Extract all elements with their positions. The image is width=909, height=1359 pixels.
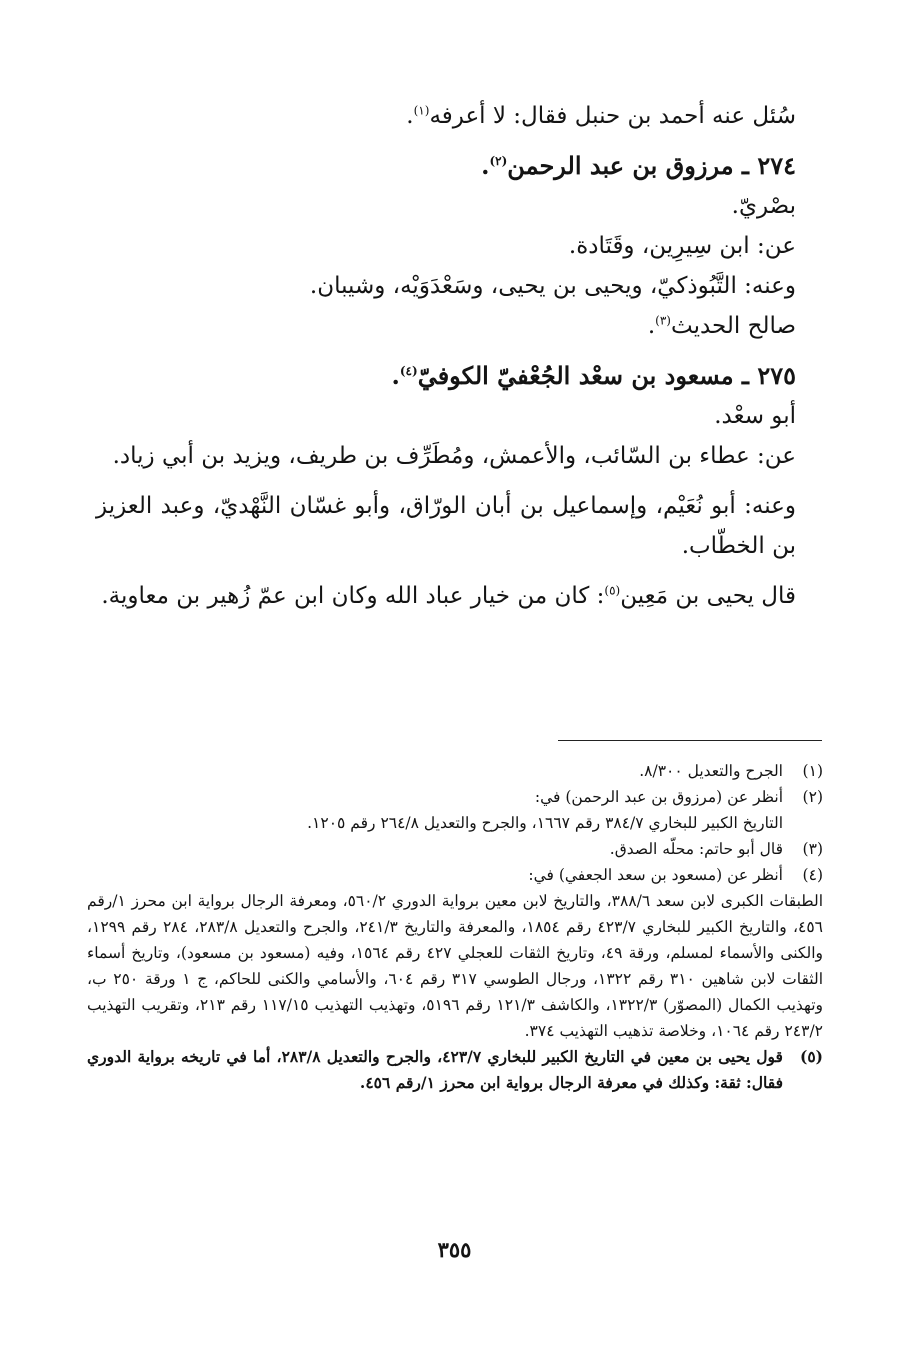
footnote-ref: (٥) xyxy=(604,583,621,598)
text-line: أبو سعْد. xyxy=(714,403,796,429)
text-line: عن: ابن سِيرِين، وقَتَادة. xyxy=(568,233,796,259)
footnote-ref: (٢) xyxy=(489,154,508,168)
footnote-number: (٣) xyxy=(802,840,823,858)
footnote-text: قول يحيى بن معين في التاريخ الكبير للبخاري ٤٢٣/٧، والجرح والتعديل ٢٨٣/٨، أما في تاريخه برواية الدوري فقال: ثقة: وكذلك في معرفة الرجال برواية ابن محرز ١/رقم ٤٥٦. xyxy=(87,1047,783,1092)
footnote-text: أنظر عن (مسعود بن سعد الجعفي) في: xyxy=(528,866,783,884)
footnote-separator xyxy=(558,740,822,741)
footnote-continuation xyxy=(87,888,823,1044)
footnote-ref: (٣) xyxy=(655,313,671,328)
footnote xyxy=(87,758,823,784)
footnote-number: (٤) xyxy=(802,866,823,884)
footnote xyxy=(87,1044,823,1096)
footnote-text: الجرح والتعديل ٨/٣٠٠. xyxy=(639,762,783,780)
text-line: صالح الحديث$^{(٣)}$. xyxy=(647,313,796,339)
footnote-text: التاريخ الكبير للبخاري ٣٨٤/٧ رقم ١٦٦٧، والجرح والتعديل ٢٦٤/٨ رقم ١٢٠٥. xyxy=(307,814,783,832)
entry-heading: ٢٧٤ ـ مرزوق بن عبد الرحمن$^{(٢)}$. xyxy=(481,151,796,180)
footnote-ref: (٤) xyxy=(399,364,418,378)
text-line: بصْريّ. xyxy=(731,193,796,219)
footnote-ref: (١) xyxy=(413,103,430,118)
footnotes xyxy=(87,758,823,1096)
text-paragraph: عن: عطاء بن السّائب، والأعمش، ومُطَرِّف بن طريف، ويزيد بن أبي زياد. xyxy=(112,443,796,469)
footnote-number: (٥) xyxy=(799,1047,823,1066)
footnote-text: أنظر عن (مرزوق بن عبد الرحمن) في: xyxy=(534,788,783,806)
text-paragraph: وعنه: أبو نُعَيْم، وإسماعيل بن أبان الورّاق، وأبو غسّان النَّهْديّ، وعبد العزيز بن الخطّاب. xyxy=(96,493,796,559)
footnote xyxy=(87,784,823,836)
footnote-number: (١) xyxy=(802,762,823,780)
footnote-text: الطبقات الكبرى لابن سعد ٣٨٨/٦، والتاريخ لابن معين برواية الدوري ٥٦٠/٢، ومعرفة الرجال برواية ابن محرز ١/رقم ٤٥٦، والتاريخ الكبير للبخاري ٤٢٣/٧ رقم ١٨٥٤، والمعرفة والتاريخ ٢٤١/٣، والجرح والتعديل ٢٨٣/٨، ٢٨٤ رقم ١٢٩٩، والكنى والأسماء لمسلم، ورقة ٤٩، وتاريخ الثقات للعجلي ٤٢٧ رقم ١٥٦٤، وفيه (مسعود بن مسعود)، وتاريخ أسماء الثقات لابن شاهين ٣١٠ رقم ١٣٢٢، ورجال الطوسي ٣١٧ رقم ٦٠٤، والأسامي والكنى للحاكم، ج ١ ورقة ٢٥٠ ب، وتهذيب الكمال (المصوّر) ١٣٢٢/٣، والكاشف ١٢١/٣ رقم ٥١٩٦، وتهذيب التهذيب ١١٧/١٥ رقم ٢١٣، وتقريب التهذيب ٢٤٣/٢ رقم ١٠٦٤، وخلاصة تذهيب التهذيب ٣٧٤. xyxy=(87,892,823,1040)
footnote-number: (٢) xyxy=(802,788,823,806)
footnote-text: قال أبو حاتم: محلّه الصدق. xyxy=(609,840,783,858)
footnote xyxy=(87,836,823,862)
text-paragraph: قال يحيى بن مَعِين$^{(٥)}$: كان من خيار عباد الله وكان ابن عمّ زُهير بن معاوية. xyxy=(101,583,796,609)
entry-heading: ٢٧٥ ـ مسعود بن سعْد الجُعْفيّ الكوفيّ$^{(٤)}$. xyxy=(391,361,796,390)
footnote xyxy=(87,862,823,888)
main-text xyxy=(96,96,796,616)
page-number: ٣٥٥ xyxy=(437,1237,472,1262)
text-line: سُئل عنه أحمد بن حنبل فقال: لا أعرفه$^{(١)}$. xyxy=(406,103,796,129)
text-line: وعنه: التَّبُوذكيّ، ويحيى بن يحيى، وسَعْدَوَيْه، وشيبان. xyxy=(309,273,796,299)
